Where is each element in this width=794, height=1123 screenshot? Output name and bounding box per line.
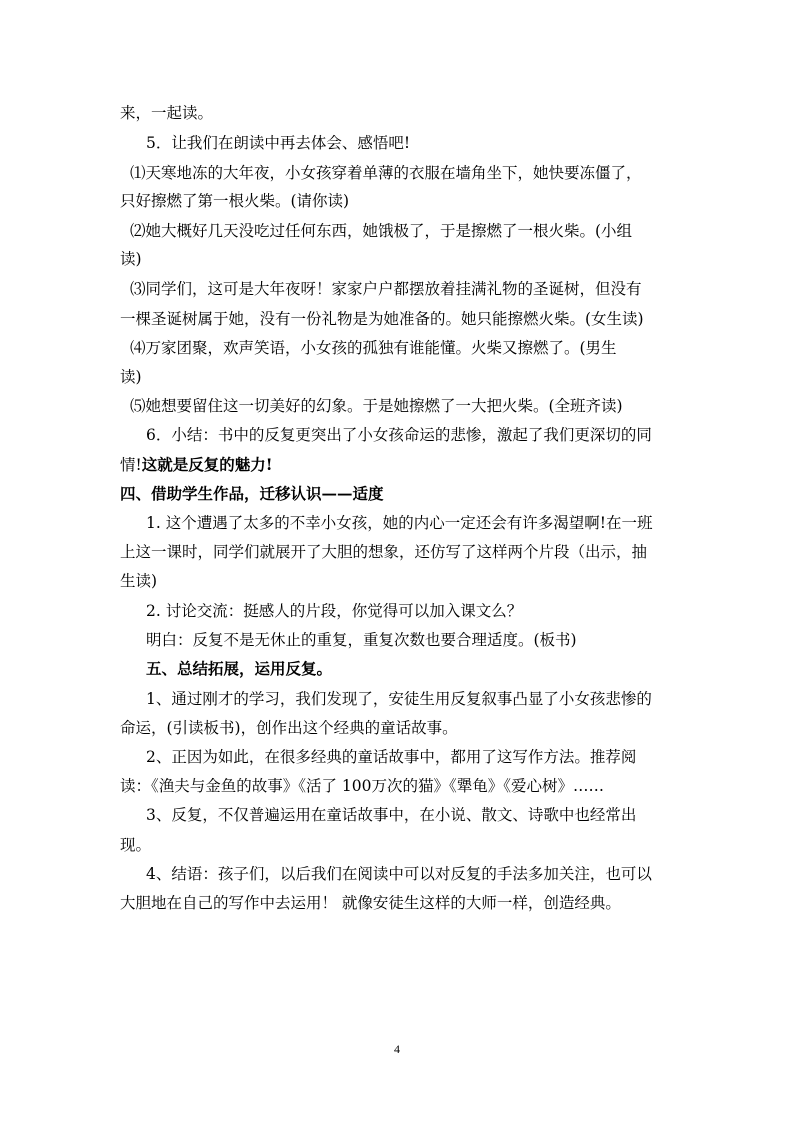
emphasis-text: 这就是反复的魅力! xyxy=(141,455,273,474)
text-run: 情! xyxy=(120,456,142,474)
text-line: 读) xyxy=(120,250,142,268)
text-line: 大胆地在自己的写作中去运用！ 就像安徒生这样的大师一样，创造经典。 xyxy=(120,894,621,912)
text-line: 1. 这个遭遇了太多的不幸小女孩，她的内心一定还会有许多渴望啊!在一班 xyxy=(146,514,653,532)
text-line: 读) xyxy=(120,368,142,386)
text-line: ⑵她大概好几天没吃过任何东西，她饿极了，于是擦燃了一根火柴。(小组 xyxy=(130,222,633,240)
text-line: 4、结语：孩子们，以后我们在阅读中可以对反复的手法多加关注，也可以 xyxy=(146,865,652,883)
text-line: 6．小结：书中的反复更突出了小女孩命运的悲惨，激起了我们更深切的同 xyxy=(146,426,652,444)
text-line: ⑶同学们，这可是大年夜呀！家家户户都摆放着挂满礼物的圣诞树，但没有 xyxy=(130,280,642,298)
text-line: ⑷万家团聚，欢声笑语，小女孩的孤独有谁能懂。火柴又擦燃了。(男生 xyxy=(130,339,617,357)
page-number: 4 xyxy=(394,1042,400,1056)
text-line: 2. 讨论交流：挺感人的片段，你觉得可以加入课文么？ xyxy=(146,602,523,620)
text-line: 5．让我们在朗读中再去体会、感悟吧! xyxy=(146,134,411,152)
text-line: 现。 xyxy=(120,836,152,854)
text-line: 读：《渔夫与金鱼的故事》《活了 100万次的猫》《犟龟》《爱心树》…… xyxy=(120,777,605,795)
text-line xyxy=(120,455,680,475)
text-line: 上这一课时，同学们就展开了大胆的想象，还仿写了这样两个片段（出示，抽 xyxy=(120,543,648,561)
text-line: 来，一起读。 xyxy=(120,104,214,122)
section-heading: 五、总结拓展，运用反复。 xyxy=(146,659,333,678)
text-line: ⑴天寒地冻的大年夜，小女孩穿着单薄的衣服在墙角坐下，她快要冻僵了， xyxy=(130,164,642,182)
section-heading: 四、借助学生作品，迁移认识——适度 xyxy=(120,484,384,503)
text-line: 一棵圣诞树属于她，没有一份礼物是为她准备的。她只能擦燃火柴。(女生读) xyxy=(120,310,644,328)
text-line: 命运，(引读板书)，创作出这个经典的童话故事。 xyxy=(120,719,458,737)
text-line: ⑸她想要留住这一切美好的幻象。于是她擦燃了一大把火柴。(全班齐读) xyxy=(130,397,623,415)
text-line: 3、反复，不仅普遍运用在童话故事中，在小说、散文、诗歌中也经常出 xyxy=(146,806,637,824)
text-line: 明白：反复不是无休止的重复，重复次数也要合理适度。(板书) xyxy=(146,631,577,649)
text-line: 2、正因为如此，在很多经典的童话故事中，都用了这写作方法。推荐阅 xyxy=(146,748,637,766)
text-line: 1、通过刚才的学习，我们发现了，安徒生用反复叙事凸显了小女孩悲惨的 xyxy=(146,690,652,708)
text-line: 生读) xyxy=(120,572,158,590)
text-line: 只好擦燃了第一根火柴。(请你读) xyxy=(120,192,350,210)
